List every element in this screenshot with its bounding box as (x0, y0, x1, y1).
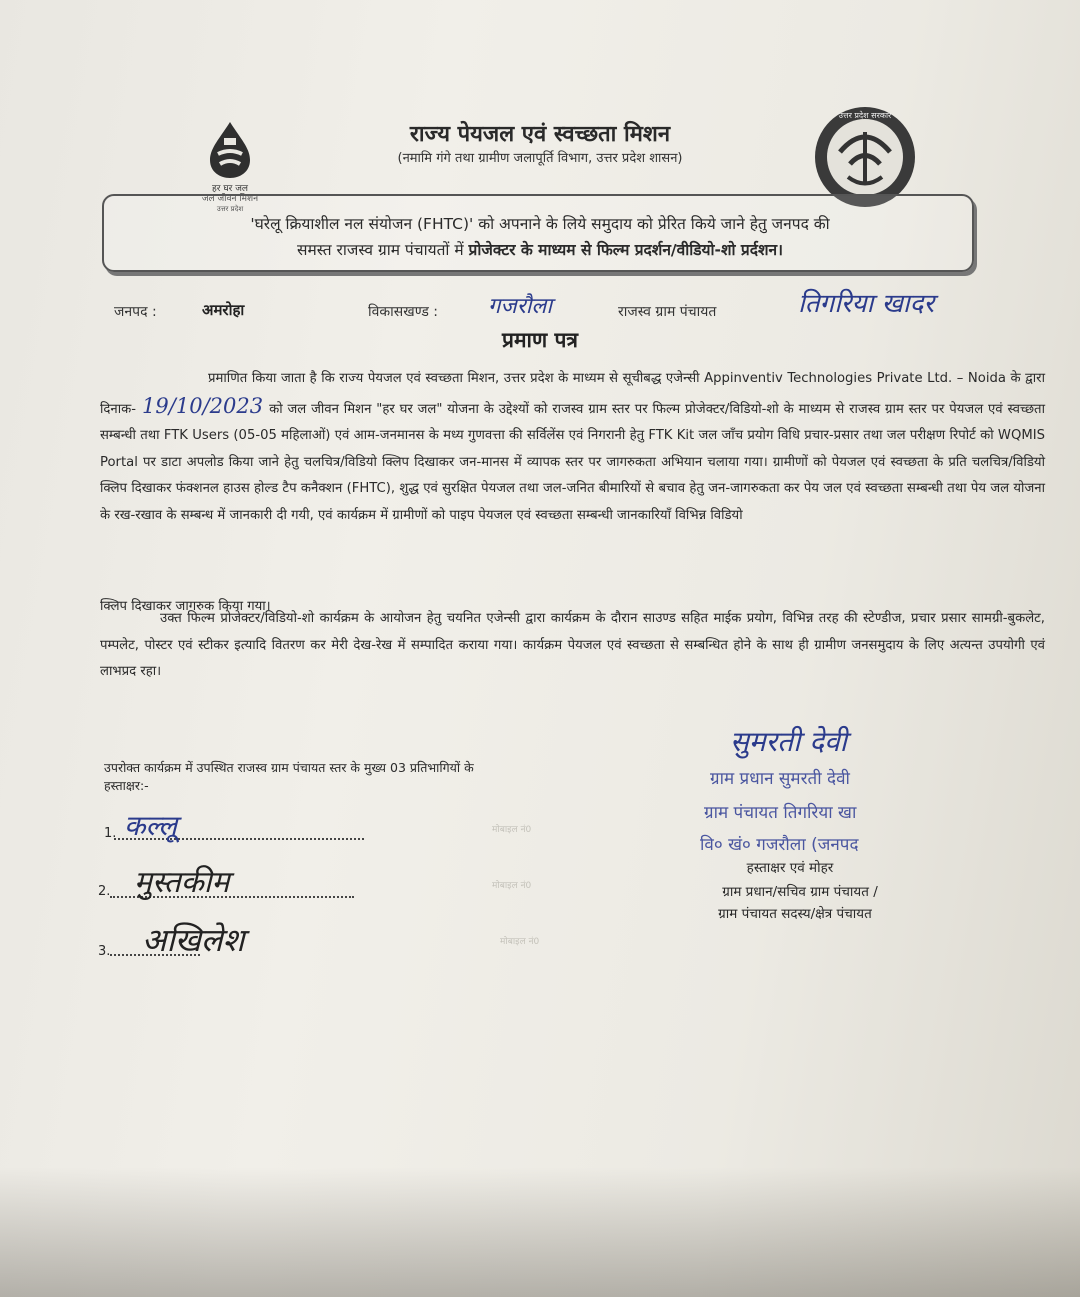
paragraph-1-after-date: को जल जीवन मिशन "हर घर जल" योजना के उद्देश्यों को राजस्व ग्राम स्तर पर फिल्म प्रोजेक्टर/विडियो-शो के माध्यम से राजस्व ग्राम स्तर पर पेयजल एवं स्वच्छता सम्बन्धी तथा FTK Users (05-05 महिलाओं) एवं आम-जनमानस के मध्य गुणवत्ता की सर्विलेंस एवं निगरानी हेतु FTK Kit जल जाँच प्रयोग विधि प्रचार-प्रसार तथा जल परीक्षण रिपोर्ट को WQMIS Portal पर डाटा अपलोड किया जाने हेतु चलचित्र/विडियो क्लिप दिखाकर जन-मानस में व्यापक स्तर पर जागरुकता अभियान चलाया गया। ग्रामीणों को पेयजल एवं स्वच्छता के प्रति चलचित्र/विडियो क्लिप दिखाकर फंक्शनल हाउस होल्ड टैप कनैक्शन (FHTC), शुद्ध एवं सुरक्षित पेयजल तथा जल-जनित बीमारियों से बचाव हेतु जन-जागरुकता कर पेय जल एवं स्वच्छता सम्बन्धी तथा पेय जल योजना के रख-रखाव के सम्बन्ध में जानकारी दी गयी, एवं कार्यक्रम में ग्रामीणों को पाइप पेयजल एवं स्वच्छता सम्बन्धी जानकारियाँ विभिन्न विडियो (100, 401, 1045, 523)
water-drop-icon (190, 118, 270, 180)
panchayat-value: तिगरिया खादर (798, 289, 935, 319)
stamp-line-3: वि० खं० गजरौला (जनपद (700, 835, 859, 855)
block-label: विकासखण्ड : (368, 304, 439, 320)
participants-intro: उपरोक्त कार्यक्रम में उपस्थित राजस्व ग्राम पंचायत स्तर के मुख्य 03 प्रतिभागियों के (104, 760, 474, 775)
organization-subtitle: (नमामि गंगे तथा ग्रामीण जलापूर्ति विभाग, उत्तर प्रदेश शासन) (397, 151, 683, 166)
program-date: 19/10/2023 (142, 393, 264, 418)
logo-caption-3: उत्तर प्रदेश (216, 205, 244, 213)
stamp-line-1: ग्राम प्रधान सुमरती देवी (710, 769, 850, 789)
paragraph-2-text: उक्त फिल्म प्रोजेक्टर/विडियो-शो कार्यक्रम के आयोजन हेतु चयनित एजेन्सी द्वारा कार्यक्रम के दौरान साउण्ड सहित माईक प्रयोग, विभिन्न तरह की स्टेण्डीज, प्रचार प्रसार सामग्री-बुकलेट, पम्पलेट, पोस्टर एवं स्टीकर इत्यादि वितरण कर मेरी देख-रेख में सम्पादित कराया गया। कार्यक्रम पेयजल एवं स्वच्छता से सम्बन्धित होने के साथ ही ग्रामीण जनसमुदाय के लिए अत्यन्त उपयोगी एवं लाभप्रद रहा। (100, 611, 1045, 679)
banner-line-2-plain: समस्त राजस्व ग्राम पंचायतों में (297, 241, 469, 259)
participant-signature-2: मुस्तकीम (134, 865, 230, 900)
logo-caption-2: जल जीवन मिशन (201, 194, 259, 204)
organization-title: राज्य पेयजल एवं स्वच्छता मिशन (409, 122, 671, 147)
banner-line-1: 'घरेलू क्रियाशील नल संयोजन (FHTC)' को अपनाने के लिये समुदाय को प्रेरित किये जाने हेतु जनपद की (250, 215, 830, 233)
banner-line-2-bold: प्रोजेक्टर के माध्यम से फिल्म प्रदर्शन/वीडियो-शो प्रर्दशन। (468, 241, 783, 259)
faint-mobile-label-3: मोबाइल नं0 (500, 937, 540, 947)
panchayat-label: राजस्व ग्राम पंचायत (618, 304, 717, 320)
signatory-role-1: ग्राम प्रधान/सचिव ग्राम पंचायत / (722, 884, 878, 900)
participant-signature-1: कल्लू (124, 809, 178, 842)
logo-caption-1: हर घर जल (212, 184, 248, 194)
paragraph-1 (100, 366, 1045, 529)
participant-number: 3. (98, 944, 111, 959)
participant-number: 2. (98, 884, 111, 899)
paragraph-1-last-line: क्लिप दिखाकर जागरुक किया गया। (100, 599, 271, 614)
district-value: अमरोहा (202, 301, 245, 319)
participant-row-2 (98, 866, 358, 900)
block-value: गजरौला (488, 294, 553, 319)
paragraph-1-before-date: प्रमाणित किया जाता है कि राज्य पेयजल एवं स्वच्छता मिशन, उत्तर प्रदेश के माध्यम से सूचीबद्ध एजेन्सी Appinventiv Technologies Private Ltd. – Noida के द्वारा दिनाक- (100, 371, 1045, 417)
stamp-line-2: ग्राम पंचायत तिगरिया खा (704, 803, 857, 823)
emblem-text: उत्तर प्रदेश सरकार (838, 111, 892, 120)
pradhan-signature: सुमरती देवी (730, 725, 847, 758)
participant-row-3 (98, 922, 338, 960)
paragraph-2 (100, 606, 1045, 686)
banner-line-2 (110, 238, 970, 260)
signatory-role-2: ग्राम पंचायत सदस्य/क्षेत्र पंचायत (718, 906, 872, 922)
participant-signature-3: अखिलेश (142, 921, 245, 959)
faint-mobile-label-2: मोबाइल नं0 (492, 881, 532, 891)
district-label: जनपद : (114, 304, 157, 320)
faint-mobile-label-1: मोबाइल नं0 (492, 825, 532, 835)
certificate-title: प्रमाण पत्र (502, 328, 578, 352)
signature-and-seal-label: हस्ताक्षर एवं मोहर (746, 860, 834, 876)
participant-number: 1. (104, 826, 117, 841)
participants-intro-2: हस्ताक्षर:- (104, 778, 149, 793)
participant-row-1 (104, 809, 364, 842)
